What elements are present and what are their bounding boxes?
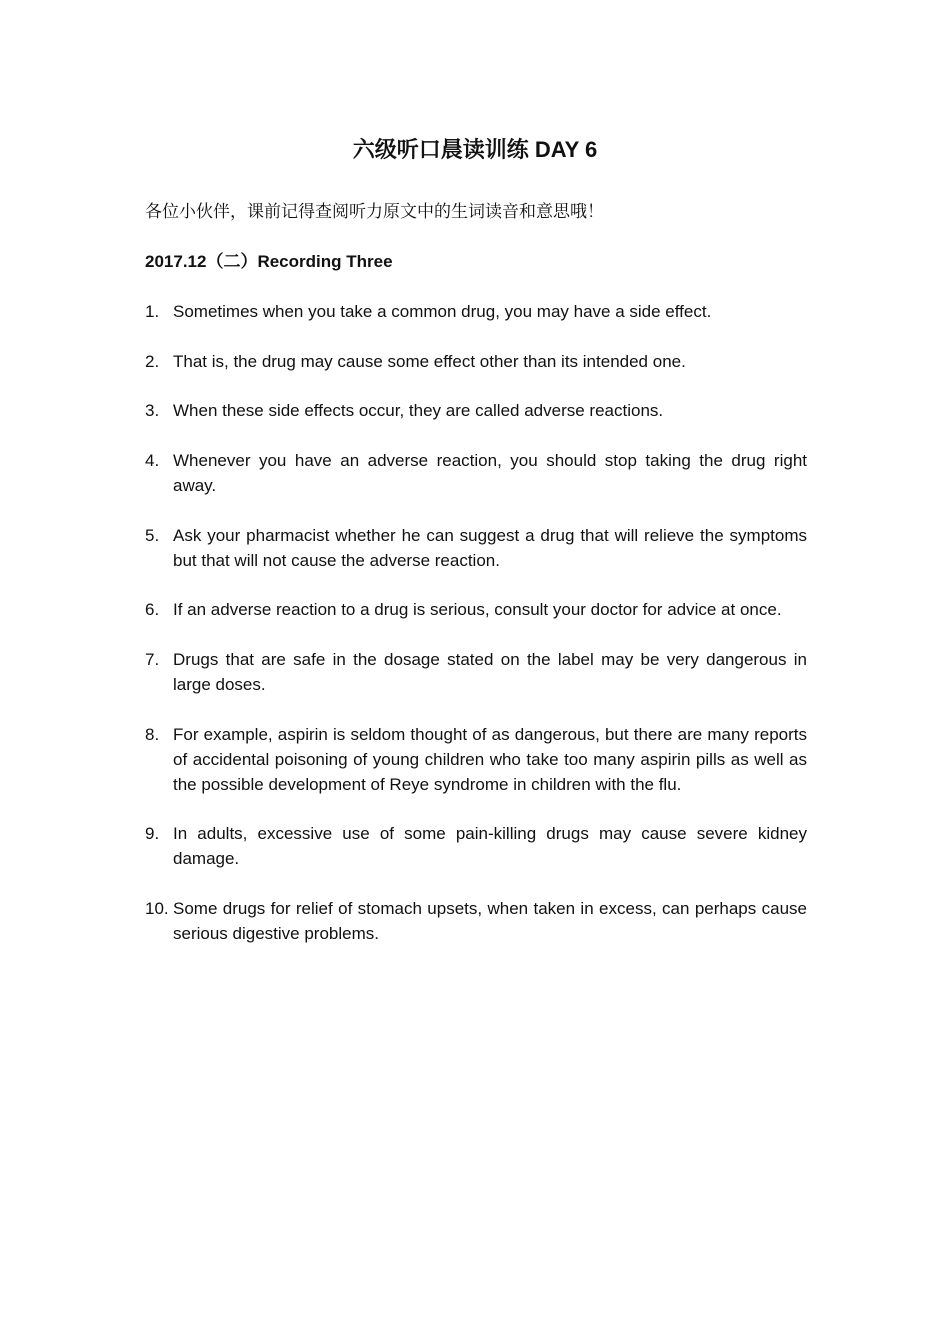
list-item [145, 896, 807, 946]
item-number: 4. [145, 451, 160, 470]
item-number: 5. [145, 526, 160, 545]
list-item [145, 398, 807, 423]
item-text: Some drugs for relief of stomach upsets, when taken in excess, can perhaps cause serious digestive problems. [173, 899, 807, 943]
item-text: Ask your pharmacist whether he can suggest a drug that will relieve the symptoms but that will not cause the adverse reaction. [173, 526, 807, 570]
item-number: 6. [145, 600, 160, 619]
item-number: 3. [145, 401, 160, 420]
intro-text: 各位小伙伴，课前记得查阅听力原文中的生词读音和意思哦！ [145, 202, 604, 222]
list-item [145, 647, 807, 697]
list-item [145, 597, 807, 622]
list-item [145, 821, 807, 871]
item-number: 1. [145, 302, 160, 321]
item-text: Sometimes when you take a common drug, you may have a side effect. [173, 302, 712, 321]
item-text: In adults, excessive use of some pain-killing drugs may cause severe kidney damage. [173, 824, 807, 868]
list-item [145, 523, 807, 573]
list-item [145, 448, 807, 498]
item-text: That is, the drug may cause some effect other than its intended one. [173, 352, 686, 371]
section-heading: 2017.12（二）Recording Three [145, 252, 393, 271]
item-text: For example, aspirin is seldom thought of as dangerous, but there are many reports of accidental poisoning of young children who take too many aspirin pills as well as the possible development of Reye syndrome in children with the flu. [173, 725, 807, 794]
item-text: Drugs that are safe in the dosage stated on the label may be very dangerous in large doses. [173, 650, 807, 694]
item-number: 7. [145, 650, 160, 669]
page-title: 六级听口晨读训练 DAY 6 [352, 137, 598, 162]
item-text: Whenever you have an adverse reaction, you should stop taking the drug right away. [173, 451, 807, 495]
list-item [145, 722, 807, 797]
item-text: When these side effects occur, they are called adverse reactions. [173, 401, 664, 420]
item-number: 9. [145, 824, 160, 843]
item-number: 10. [145, 899, 169, 918]
list-item [145, 349, 807, 374]
list-item [145, 299, 807, 324]
item-number: 2. [145, 352, 160, 371]
item-text: If an adverse reaction to a drug is serious, consult your doctor for advice at once. [173, 600, 782, 619]
item-number: 8. [145, 725, 160, 744]
